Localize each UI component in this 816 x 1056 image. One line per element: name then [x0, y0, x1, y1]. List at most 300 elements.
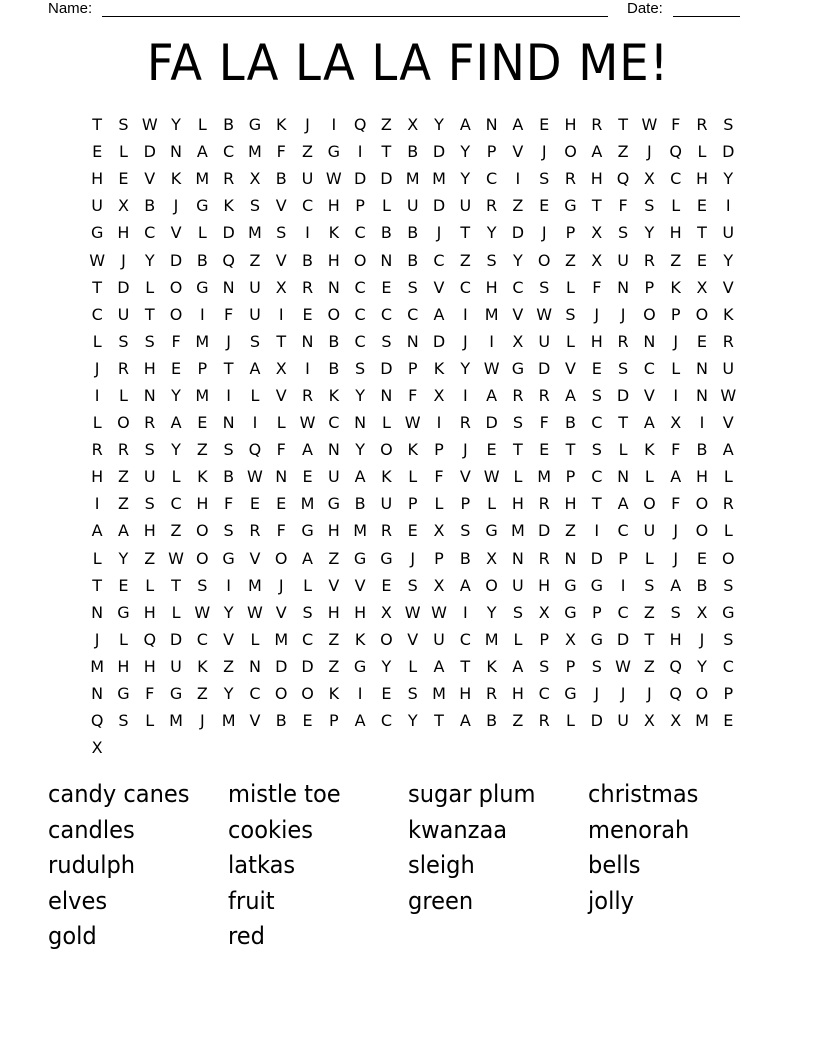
grid-letter: B — [275, 711, 287, 731]
grid-letter: G — [90, 223, 104, 243]
grid-letter: F — [171, 331, 181, 351]
grid-letter: D — [616, 629, 630, 649]
grid-letter: U — [722, 358, 735, 378]
grid-letter: K — [328, 223, 340, 243]
grid-letter: S — [723, 115, 734, 135]
grid-letter: S — [618, 358, 629, 378]
grid-letter: J — [410, 548, 416, 568]
grid-letter: C — [354, 304, 366, 324]
grid-letter: V — [275, 196, 287, 216]
grid-letter: T — [513, 440, 523, 460]
grid-letter: L — [381, 196, 391, 216]
grid-letter: N — [222, 413, 235, 433]
grid-letter: X — [670, 711, 682, 731]
grid-letter: R — [459, 413, 471, 433]
grid-letter: D — [169, 629, 183, 649]
grid-letter: N — [301, 331, 314, 351]
grid-letter: S — [644, 575, 655, 595]
grid-letter: Y — [723, 169, 734, 189]
grid-letter: A — [459, 575, 471, 595]
grid-letter: D — [222, 223, 235, 243]
grid-letter: X — [643, 711, 655, 731]
grid-letter: J — [541, 223, 547, 243]
grid-letter: H — [485, 277, 498, 297]
grid-letter: U — [617, 711, 629, 731]
grid-letter: H — [564, 494, 577, 514]
grid-letter: Y — [644, 223, 655, 243]
grid-letter: N — [354, 413, 367, 433]
grid-letter: V — [223, 629, 235, 649]
grid-letter: P — [460, 494, 471, 514]
grid-letter: T — [171, 575, 181, 595]
grid-letter: T — [92, 575, 103, 595]
grid-letter: R — [117, 358, 129, 378]
grid-letter: T — [460, 223, 471, 243]
grid-letter: G — [564, 602, 577, 622]
name-label: Name: — [48, 0, 93, 17]
word-search-grid — [84, 111, 741, 761]
grid-letter: L — [618, 440, 628, 460]
grid-letter: M — [432, 684, 446, 704]
grid-letter: P — [539, 629, 550, 649]
grid-letter: D — [275, 656, 288, 676]
grid-letter: S — [249, 331, 260, 351]
grid-letter: H — [564, 115, 577, 135]
grid-letter: K — [381, 467, 392, 487]
grid-letter: C — [538, 684, 550, 704]
grid-letter: J — [436, 223, 442, 243]
grid-letter: I — [725, 196, 731, 216]
grid-letter: F — [539, 413, 549, 433]
grid-letter: Y — [171, 440, 181, 460]
grid-letter: T — [591, 196, 602, 216]
grid-letter: F — [671, 494, 681, 514]
grid-letter: M — [484, 629, 499, 649]
grid-letter: Z — [617, 142, 629, 162]
grid-letter: G — [301, 521, 314, 541]
grid-letter: L — [671, 196, 681, 216]
grid-letter: S — [223, 440, 234, 460]
grid-letter: H — [695, 467, 708, 487]
grid-letter: Q — [616, 169, 630, 189]
grid-letter: G — [564, 575, 577, 595]
grid-letter: R — [643, 250, 655, 270]
grid-letter: P — [486, 142, 497, 162]
grid-letter: G — [564, 196, 577, 216]
grid-letter: N — [617, 467, 630, 487]
grid-letter: L — [566, 711, 575, 731]
word-list-item: green — [408, 886, 474, 915]
grid-letter: X — [696, 277, 708, 297]
word-list-item: gold — [48, 922, 97, 950]
grid-letter: D — [169, 250, 183, 270]
grid-letter: L — [723, 467, 733, 487]
grid-letter: C — [407, 304, 419, 324]
grid-letter: W — [325, 169, 342, 189]
grid-letter: M — [248, 223, 262, 243]
grid-letter: J — [305, 115, 310, 135]
grid-letter: I — [357, 142, 363, 162]
grid-letter: O — [695, 521, 709, 541]
grid-letter: L — [303, 575, 312, 595]
grid-letter: E — [591, 358, 602, 378]
grid-letter: P — [328, 711, 339, 731]
grid-letter: P — [434, 548, 444, 568]
grid-letter: V — [512, 304, 524, 324]
grid-letter: V — [275, 602, 287, 622]
grid-letter: X — [275, 277, 287, 297]
grid-letter: Q — [248, 440, 262, 460]
grid-letter: Z — [565, 521, 576, 541]
grid-letter: I — [462, 602, 468, 622]
grid-letter: S — [591, 440, 602, 460]
grid-letter: W — [483, 358, 500, 378]
grid-letter: V — [643, 385, 655, 405]
grid-letter: D — [511, 223, 525, 243]
grid-letter: U — [643, 521, 656, 541]
grid-letter: P — [407, 494, 418, 514]
grid-letter: Z — [249, 250, 261, 270]
grid-letter: E — [696, 331, 708, 351]
grid-letter: P — [565, 656, 576, 676]
grid-letter: S — [644, 196, 655, 216]
grid-letter: D — [432, 142, 446, 162]
grid-letter: I — [357, 684, 363, 704]
grid-letter: F — [434, 467, 444, 487]
grid-letter: W — [89, 250, 106, 270]
grid-letter: W — [615, 656, 631, 676]
grid-letter: C — [380, 304, 392, 324]
grid-letter: T — [591, 494, 602, 514]
grid-letter: B — [407, 142, 419, 162]
grid-letter: A — [170, 413, 182, 433]
grid-letter: G — [590, 629, 603, 649]
grid-letter: H — [327, 250, 340, 270]
grid-letter: J — [94, 629, 100, 649]
grid-letter: A — [617, 494, 629, 514]
word-list-item: sleigh — [408, 851, 475, 879]
grid-letter: J — [173, 196, 179, 216]
grid-letter: T — [644, 629, 655, 649]
grid-letter: B — [486, 711, 498, 731]
grid-letter: L — [276, 413, 286, 433]
grid-letter: L — [171, 467, 181, 487]
grid-letter: U — [512, 575, 524, 595]
grid-letter: X — [117, 196, 129, 216]
grid-letter: P — [618, 548, 628, 568]
grid-letter: I — [305, 223, 310, 243]
grid-letter: L — [381, 413, 391, 433]
grid-letter: S — [460, 521, 471, 541]
grid-letter: L — [723, 521, 733, 541]
grid-letter: Y — [697, 656, 707, 676]
grid-letter: O — [274, 684, 288, 704]
grid-letter: J — [94, 358, 100, 378]
grid-letter: R — [538, 494, 550, 514]
grid-letter: T — [381, 142, 392, 162]
grid-letter: B — [380, 223, 392, 243]
grid-letter: Z — [117, 494, 129, 514]
grid-letter: C — [196, 629, 208, 649]
grid-letter: J — [673, 521, 679, 541]
grid-letter: H — [511, 684, 524, 704]
grid-letter: G — [511, 358, 525, 378]
grid-letter: S — [118, 711, 129, 731]
grid-letter: G — [248, 115, 262, 135]
grid-letter: C — [617, 602, 629, 622]
grid-letter: J — [594, 304, 600, 324]
grid-letter: J — [594, 684, 600, 704]
grid-letter: Q — [222, 250, 235, 270]
grid-letter: M — [221, 711, 236, 731]
name-field-line[interactable] — [102, 16, 608, 17]
grid-letter: R — [223, 169, 235, 189]
grid-letter: H — [695, 169, 708, 189]
grid-letter: L — [513, 467, 523, 487]
grid-letter: U — [327, 467, 340, 487]
grid-letter: O — [537, 250, 551, 270]
grid-letter: J — [462, 331, 468, 351]
grid-letter: N — [380, 385, 393, 405]
grid-letter: X — [407, 115, 419, 135]
grid-letter: P — [670, 304, 681, 324]
grid-letter: B — [302, 250, 314, 270]
grid-letter: N — [143, 385, 156, 405]
grid-letter: R — [538, 711, 550, 731]
grid-letter: Z — [380, 115, 392, 135]
grid-letter: J — [620, 304, 626, 324]
grid-letter: L — [118, 385, 128, 405]
grid-letter: Y — [223, 602, 234, 622]
grid-letter: L — [145, 575, 155, 595]
date-field-line[interactable] — [673, 16, 740, 17]
grid-letter: J — [462, 440, 468, 460]
grid-letter: L — [145, 711, 155, 731]
grid-letter: U — [117, 304, 130, 324]
grid-letter: S — [197, 575, 208, 595]
grid-letter: V — [275, 250, 287, 270]
grid-letter: P — [644, 277, 655, 297]
grid-letter: I — [436, 413, 442, 433]
grid-letter: H — [117, 656, 130, 676]
grid-letter: T — [618, 115, 628, 135]
grid-letter: X — [486, 548, 498, 568]
grid-letter: K — [407, 440, 418, 460]
grid-letter: M — [695, 711, 709, 731]
grid-letter: J — [121, 250, 126, 270]
grid-letter: M — [90, 656, 105, 676]
grid-letter: V — [275, 385, 287, 405]
grid-letter: S — [407, 277, 418, 297]
grid-letter: E — [696, 250, 708, 270]
grid-letter: S — [118, 115, 129, 135]
grid-letter: F — [408, 385, 418, 405]
grid-letter: W — [720, 385, 737, 405]
grid-letter: I — [226, 385, 231, 405]
grid-letter: V — [459, 467, 471, 487]
grid-letter: E — [723, 711, 734, 731]
grid-letter: S — [512, 413, 523, 433]
grid-letter: T — [92, 115, 103, 135]
grid-letter: T — [144, 304, 155, 324]
grid-letter: D — [722, 142, 735, 162]
grid-letter: L — [250, 385, 260, 405]
grid-letter: R — [486, 196, 498, 216]
grid-letter: R — [722, 494, 734, 514]
grid-letter: A — [512, 656, 524, 676]
grid-letter: U — [538, 331, 551, 351]
grid-letter: L — [118, 142, 128, 162]
grid-letter: F — [276, 521, 286, 541]
grid-letter: A — [565, 385, 576, 405]
grid-letter: V — [565, 358, 576, 378]
grid-letter: H — [143, 602, 156, 622]
grid-letter: C — [591, 413, 603, 433]
grid-letter: N — [275, 467, 288, 487]
grid-letter: P — [434, 440, 444, 460]
grid-letter: O — [353, 250, 367, 270]
grid-letter: Z — [170, 521, 182, 541]
grid-letter: N — [91, 684, 104, 704]
page-title: FA LA LA LA FIND ME! — [146, 34, 670, 92]
grid-letter: R — [144, 413, 156, 433]
grid-letter: Q — [143, 629, 157, 649]
grid-letter: J — [541, 142, 547, 162]
grid-letter: W — [168, 548, 184, 568]
grid-letter: S — [223, 521, 234, 541]
grid-letter: O — [274, 548, 288, 568]
grid-letter: K — [197, 656, 208, 676]
grid-letter: A — [249, 358, 261, 378]
grid-letter: N — [327, 277, 340, 297]
grid-letter: E — [539, 440, 550, 460]
word-list — [48, 777, 768, 955]
grid-letter: Z — [196, 684, 208, 704]
grid-letter: O — [169, 277, 183, 297]
grid-letter: G — [590, 575, 603, 595]
grid-letter: H — [669, 223, 682, 243]
grid-letter: H — [91, 467, 104, 487]
grid-letter: L — [197, 115, 207, 135]
grid-letter: Z — [670, 250, 682, 270]
grid-letter: U — [249, 304, 261, 324]
grid-letter: C — [722, 656, 734, 676]
grid-letter: L — [145, 277, 155, 297]
grid-letter: K — [644, 440, 655, 460]
grid-letter: E — [302, 467, 313, 487]
grid-letter: P — [355, 196, 365, 216]
grid-letter: E — [197, 413, 208, 433]
grid-letter: S — [144, 331, 155, 351]
grid-letter: N — [222, 277, 235, 297]
grid-letter: J — [673, 331, 679, 351]
grid-letter: F — [276, 440, 286, 460]
grid-letter: J — [199, 711, 205, 731]
grid-letter: C — [91, 304, 103, 324]
grid-letter: R — [486, 684, 498, 704]
grid-letter: L — [671, 358, 681, 378]
grid-letter: Z — [117, 467, 129, 487]
grid-letter: K — [197, 467, 208, 487]
grid-letter: D — [616, 385, 630, 405]
grid-letter: H — [143, 521, 156, 541]
grid-letter: I — [594, 521, 600, 541]
grid-letter: G — [485, 521, 498, 541]
grid-letter: H — [327, 521, 340, 541]
grid-letter: C — [301, 196, 314, 216]
grid-letter: E — [276, 494, 287, 514]
grid-letter: V — [328, 575, 340, 595]
grid-letter: C — [512, 277, 524, 297]
grid-letter: E — [381, 684, 392, 704]
grid-letter: A — [196, 142, 208, 162]
grid-letter: Q — [353, 115, 367, 135]
grid-letter: F — [592, 277, 602, 297]
grid-letter: J — [620, 684, 626, 704]
grid-letter: P — [197, 358, 208, 378]
grid-letter: D — [538, 358, 551, 378]
grid-letter: R — [380, 521, 392, 541]
grid-letter: F — [671, 115, 681, 135]
grid-letter: X — [538, 602, 550, 622]
grid-letter: M — [248, 575, 262, 595]
grid-letter: A — [433, 304, 445, 324]
grid-letter: B — [144, 196, 156, 216]
grid-letter: L — [408, 656, 418, 676]
grid-letter: D — [432, 331, 446, 351]
grid-letter: E — [486, 440, 497, 460]
grid-letter: H — [143, 358, 156, 378]
grid-letter: S — [276, 223, 287, 243]
grid-letter: W — [194, 602, 211, 622]
grid-letter: B — [407, 223, 419, 243]
grid-letter: E — [249, 494, 260, 514]
grid-letter: G — [353, 656, 367, 676]
grid-letter: H — [196, 494, 209, 514]
word-list-item: cookies — [228, 815, 313, 844]
grid-letter: O — [695, 304, 709, 324]
grid-letter: A — [91, 521, 103, 541]
grid-letter: N — [695, 385, 708, 405]
grid-letter: R — [117, 440, 129, 460]
grid-letter: U — [249, 277, 261, 297]
grid-letter: S — [539, 277, 550, 297]
grid-letter: H — [117, 223, 130, 243]
grid-letter: V — [407, 629, 419, 649]
grid-letter: F — [224, 494, 234, 514]
grid-letter: G — [222, 548, 235, 568]
grid-letter: K — [670, 277, 681, 297]
grid-letter: U — [406, 196, 419, 216]
grid-letter: O — [380, 440, 393, 460]
grid-letter: C — [144, 223, 156, 243]
grid-letter: L — [697, 142, 707, 162]
grid-letter: L — [92, 331, 102, 351]
grid-letter: B — [275, 169, 287, 189]
word-list-item: fruit — [228, 886, 275, 915]
word-list-item: candy canes — [48, 780, 190, 808]
grid-letter: A — [670, 467, 682, 487]
grid-letter: S — [486, 250, 497, 270]
grid-letter: E — [170, 358, 182, 378]
grid-letter: E — [302, 304, 313, 324]
grid-letter: I — [489, 331, 494, 351]
grid-letter: H — [590, 169, 603, 189]
grid-letter: G — [117, 602, 130, 622]
grid-letter: S — [407, 684, 418, 704]
grid-letter: F — [145, 684, 155, 704]
grid-letter: Y — [460, 358, 471, 378]
